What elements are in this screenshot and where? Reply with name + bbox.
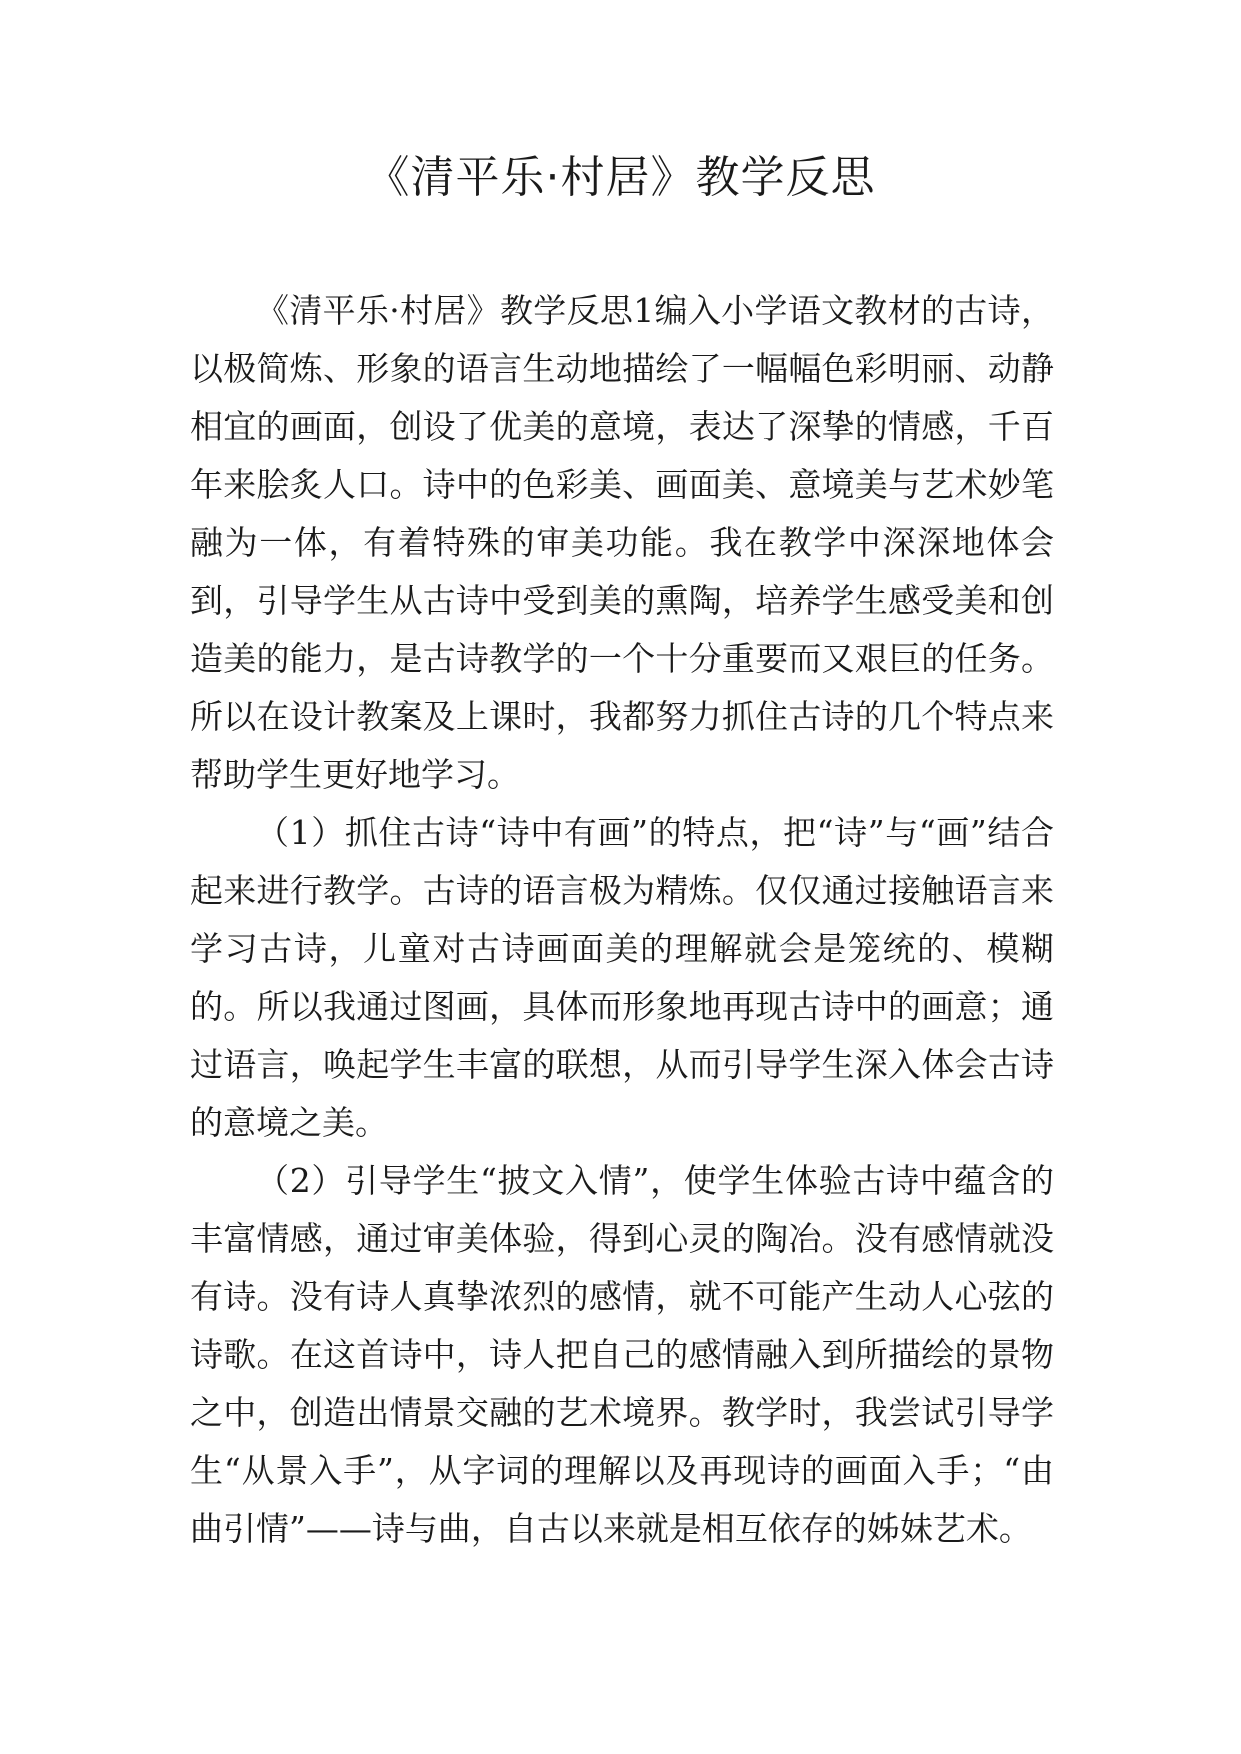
paragraph-3: （2）引导学生“披文入情”，使学生体验古诗中蕴含的丰富情感，通过审美体验，得到心灵的陶冶。没有感情就没有诗。没有诗人真挚浓烈的感情，就不可能产生动人心弦的诗歌。在这首诗中，诗人把自己的感情融入到所描绘的景物之中，创造出情景交融的艺术境界。教学时，我尝试引导学生“从景入手”，从字词的理解以及再现诗的画面入手；“由曲引情”——诗与曲，自古以来就是相互依存的姊妹艺术。 — [190, 1161, 1054, 1548]
paragraph-2: （1）抓住古诗“诗中有画”的特点，把“诗”与“画”结合起来进行教学。古诗的语言极为精炼。仅仅通过接触语言来学习古诗，儿童对古诗画面美的理解就会是笼统的、模糊的。所以我通过图画，具体而形象地再现古诗中的画意；通过语言，唤起学生丰富的联想，从而引导学生深入体会古诗的意境之美。 — [190, 813, 1054, 1142]
document-title: 《清平乐·村居》教学反思 — [365, 152, 876, 203]
paragraph-1: 《清平乐·村居》教学反思1编入小学语文教材的古诗，以极简炼、形象的语言生动地描绘了一幅幅色彩明丽、动静相宜的画面，创设了优美的意境，表达了深挚的情感，千百年来脍炙人口。诗中的色彩美、画面美、意境美与艺术妙笔融为一体，有着特殊的审美功能。我在教学中深深地体会到，引导学生从古诗中受到美的熏陶，培养学生感受美和创造美的能力，是古诗教学的一个十分重要而又艰巨的任务。所以在设计教案及上课时，我都努力抓住古诗的几个特点来帮助学生更好地学习。 — [190, 291, 1054, 794]
document-body — [190, 282, 1054, 1558]
